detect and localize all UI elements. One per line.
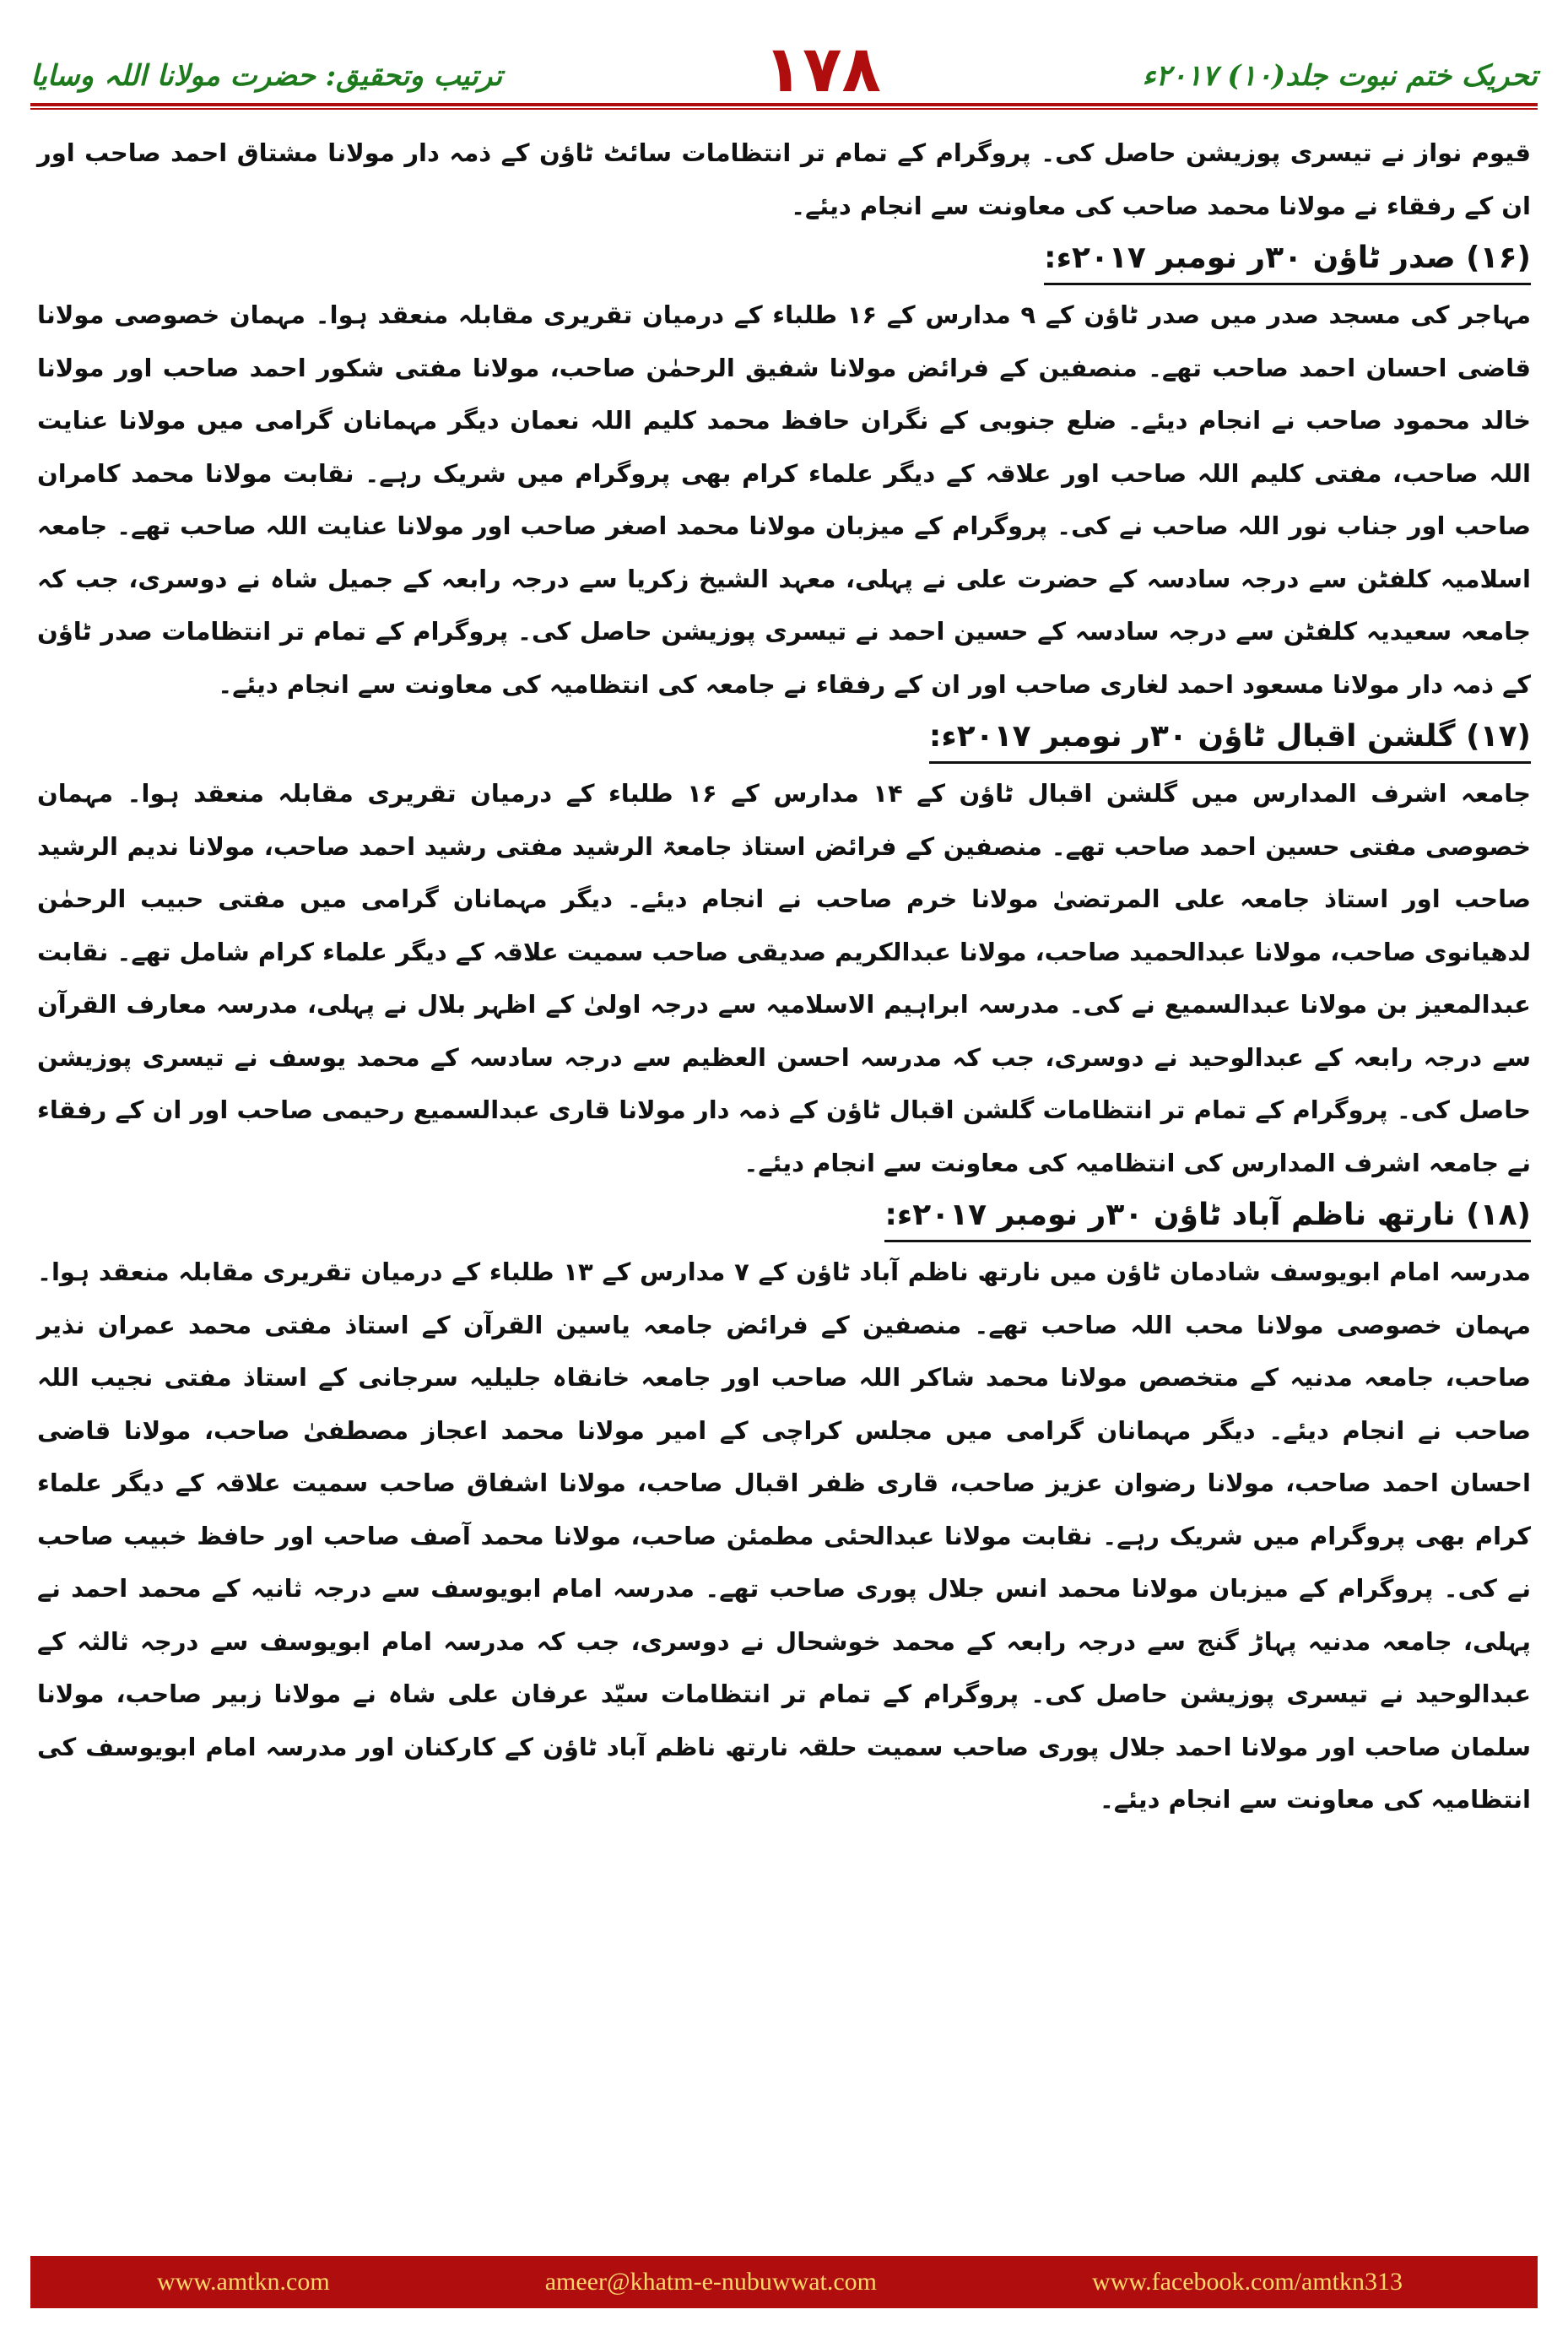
paragraph: جامعہ اشرف المدارس میں گلشن اقبال ٹاؤن کے ۱۴ مدارس کے ۱۶ طلباء کے درمیان تقریری مقابلہ منعقد ہوا۔ مہمان خصوصی مفتی حسین احمد صاحب تھے۔ منصفین کے فرائض استاذ جامعۃ الرشید مفتی رشید احمد صاحب، مولانا ندیم الرشید صاحب اور استاذ جامعہ علی المرتضیٰ مولانا خرم صاحب نے انجام دیئے۔ دیگر مہمانان گرامی میں مفتی حبیب الرحمٰن لدھیانوی صاحب، مولانا عبدالحمید صاحب، مولانا عبدالکریم صدیقی صاحب سمیت علاقہ کے دیگر علماء کرام شامل تھے۔ نقابت عبدالمعیز بن مولانا عبدالسمیع نے کی۔ مدرسہ ابراہیم الاسلامیہ سے درجہ اولیٰ کے اظہر بلال نے پہلی، مدرسہ معارف القرآن سے درجہ رابعہ کے عبدالوحید نے دوسری، جب کہ مدرسہ احسن العظیم سے درجہ سادسہ کے محمد یوسف نے تیسری پوزیشن حاصل کی۔ پروگرام کے تمام تر انتظامات گلشن اقبال ٹاؤن کے ذمہ دار مولانا قاری عبدالسمیع رحیمی صاحب اور ان کے رفقاء نے جامعہ اشرف المدارس کی انتظامیہ کی معاونت سے انجام دیئے۔: [37, 779, 1531, 1177]
header-book-title: تحریک ختم نبوت جلد(۱۰) ۲۰۱۷ء: [1142, 59, 1538, 93]
page-number: ۱۷۸: [763, 31, 881, 106]
footer-facebook-link[interactable]: www.facebook.com/amtkn313: [1092, 2268, 1403, 2296]
section-heading: (۱۷) گلشن اقبال ٹاؤن ۳۰ر نومبر ۲۰۱۷ء:: [929, 712, 1531, 764]
footer-email-link[interactable]: ameer@khatm-e-nubuwwat.com: [544, 2268, 878, 2296]
section-intro: [37, 127, 1531, 232]
section-heading: (۱۶) صدر ٹاؤن ۳۰ر نومبر ۲۰۱۷ء:: [1044, 234, 1531, 285]
footer-website-link[interactable]: www.amtkn.com: [157, 2268, 330, 2296]
page-footer: [30, 2256, 1538, 2308]
section-17: [37, 711, 1531, 1189]
paragraph: مہاجر کی مسجد صدر میں صدر ٹاؤن کے ۹ مدارس کے ۱۶ طلباء کے درمیان تقریری مقابلہ منعقد ہوا۔ مہمان خصوصی مولانا قاضی احسان احمد صاحب تھے۔ منصفین کے فرائض مولانا شفیق الرحمٰن صاحب، مولانا مفتی شکور احمد صاحب اور مولانا خالد محمود صاحب نے انجام دیئے۔ ضلع جنوبی کے نگران حافظ محمد کلیم اللہ نعمان دیگر مہمانان گرامی میں مولانا عنایت اللہ صاحب، مفتی کلیم اللہ صاحب اور علاقہ کے دیگر علماء کرام بھی پروگرام میں شریک رہے۔ نقابت مولانا محمد کامران صاحب اور جناب نور اللہ صاحب نے کی۔ پروگرام کے میزبان مولانا محمد اصغر صاحب اور مولانا عنایت اللہ صاحب تھے۔ جامعہ اسلامیہ کلفٹن سے درجہ سادسہ کے حضرت علی نے پہلی، معہد الشیخ زکریا سے درجہ رابعہ کے جمیل شاہ نے دوسری، جب کہ جامعہ سعیدیہ کلفٹن سے درجہ سادسہ کے حسین احمد نے تیسری پوزیشن حاصل کی۔ پروگرام کے تمام تر انتظامات صدر ٹاؤن کے ذمہ دار مولانا مسعود احمد لغاری صاحب اور ان کے رفقاء نے جامعہ کی انتظامیہ کی معاونت سے انجام دیئے۔: [37, 300, 1531, 699]
article-body: [37, 127, 1531, 2224]
section-16: [37, 232, 1531, 711]
paragraph: مدرسہ امام ابویوسف شادمان ٹاؤن میں نارتھ ناظم آباد ٹاؤن کے ۷ مدارس کے ۱۳ طلباء کے درمیان تقریری مقابلہ منعقد ہوا۔ مہمان خصوصی مولانا محب اللہ صاحب تھے۔ منصفین کے فرائض جامعہ یاسین القرآن کے استاذ مفتی محمد عمران نذیر صاحب، جامعہ مدنیہ کے متخصص مولانا محمد شاکر اللہ صاحب اور جامعہ خانقاہ جلیلیہ سرجانی کے استاذ مفتی نجیب اللہ صاحب نے انجام دیئے۔ دیگر مہمانان گرامی میں مجلس کراچی کے امیر مولانا محمد اعجاز مصطفیٰ صاحب، مولانا قاضی احسان احمد صاحب، مولانا رضوان عزیز صاحب، قاری ظفر اقبال صاحب، مولانا اشفاق صاحب سمیت علاقہ کے دیگر علماء کرام بھی پروگرام میں شریک رہے۔ نقابت مولانا عبدالحئی مطمئن صاحب، مولانا محمد آصف صاحب اور حافظ خبیب صاحب نے کی۔ پروگرام کے میزبان مولانا محمد انس جلال پوری صاحب تھے۔ مدرسہ امام ابویوسف سے درجہ ثانیہ کے محمد احمد نے پہلی، جامعہ مدنیہ پہاڑ گنج سے درجہ رابعہ کے محمد خوشحال نے دوسری، جب کہ مدرسہ امام ابویوسف سے درجہ ثالثہ کے عبدالوحید نے تیسری پوزیشن حاصل کی۔ پروگرام کے تمام تر انتظامات سیّد عرفان علی شاہ نے مولانا زبیر صاحب، مولانا سلمان صاحب اور مولانا احمد جلال پوری صاحب سمیت حلقہ نارتھ ناظم آباد ٹاؤن کے کارکنان اور مدرسہ امام ابویوسف کی انتظامیہ کی معاونت سے انجام دیئے۔: [37, 1258, 1531, 1814]
header-divider: [30, 108, 1538, 110]
header-editor-credit: ترتیب وتحقیق: حضرت مولانا اللہ وسایا: [30, 59, 503, 93]
paragraph: قیوم نواز نے تیسری پوزیشن حاصل کی۔ پروگرام کے تمام تر انتظامات سائٹ ٹاؤن کے ذمہ دار مولانا مشتاق احمد صاحب اور ان کے رفقاء نے مولانا محمد صاحب کی معاونت سے انجام دیئے۔: [37, 138, 1531, 220]
section-18: [37, 1189, 1531, 1826]
page-header: [30, 15, 1538, 106]
section-heading: (۱۸) نارتھ ناظم آباد ٹاؤن ۳۰ر نومبر ۲۰۱۷ء:: [884, 1191, 1531, 1242]
